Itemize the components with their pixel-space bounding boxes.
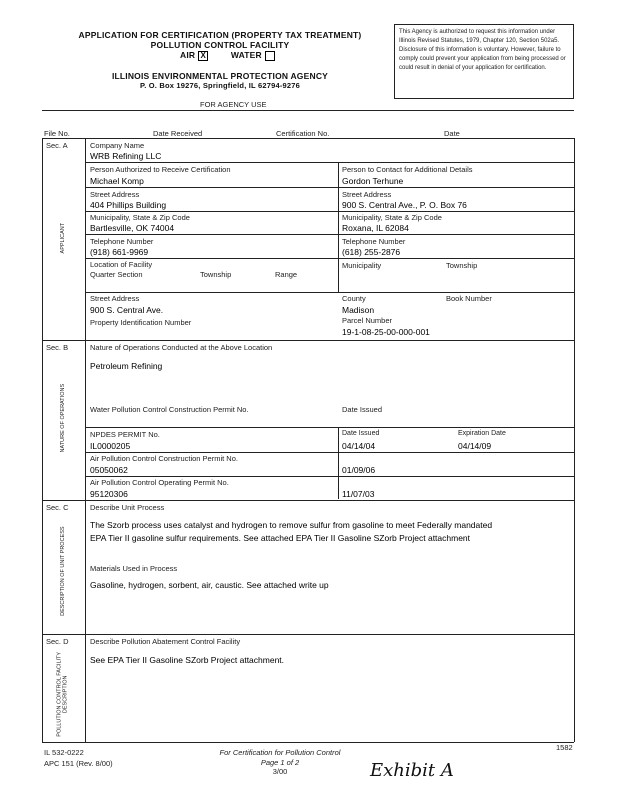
nature[interactable]: Petroleum Refining: [90, 361, 163, 371]
air-construction[interactable]: 05050062: [90, 465, 128, 475]
materials-label: Materials Used in Process: [90, 564, 178, 573]
person-cert-label: Person Authorized to Receive Certification: [90, 165, 231, 174]
air-operating-label: Air Pollution Control Operating Permit No.: [90, 478, 229, 487]
unit-process-side-label: DESCRIPTION OF UNIT PROCESS: [59, 526, 66, 616]
applicant-side-label: APPLICANT: [59, 222, 66, 254]
fac-street-label: Street Address: [90, 294, 140, 303]
water-permit-label: Water Pollution Control Construction Permit No.: [90, 405, 249, 414]
air-water-row: [180, 50, 300, 61]
exhibit-signature: Exhibit A: [370, 760, 454, 781]
air-construction-date[interactable]: 01/09/06: [342, 465, 376, 475]
municipality-label: Municipality: [342, 261, 382, 270]
quarter-section-label: Quarter Section: [90, 270, 143, 279]
township-label: Township: [200, 270, 232, 279]
phone-label-1: Telephone Number: [90, 237, 154, 246]
company-name[interactable]: WRB Refining LLC: [90, 151, 162, 161]
air-operating[interactable]: 95120306: [90, 489, 128, 499]
describe-facility[interactable]: See EPA Tier II Gasoline SZorb Project attachment.: [90, 655, 285, 665]
city-2[interactable]: Roxana, IL 62084: [342, 223, 409, 233]
phone-1[interactable]: (918) 661-9969: [90, 247, 149, 257]
privacy-notice: This Agency is authorized to request this information under Illinois Revised Statutes, 1979, Chapter 120, Section 502a5. Disclosure of this information is voluntary. However, failure to comply could prevent your application from being processed or could result in denial of your application for certification.: [399, 29, 566, 71]
phone-2[interactable]: (618) 255-2876: [342, 247, 401, 257]
section-a-label: Sec. A: [46, 141, 68, 150]
describe-facility-label: Describe Pollution Abatement Control Facility: [90, 637, 241, 646]
company-name-label: Company Name: [90, 141, 145, 150]
apc-number: APC 151 (Rev. 8/00): [44, 759, 113, 768]
township-label-2: Township: [446, 261, 478, 270]
phone-label-2: Telephone Number: [342, 237, 406, 246]
form-title: APPLICATION FOR CERTIFICATION (PROPERTY TAX TREATMENT): [78, 30, 362, 40]
agency-use-label: FOR AGENCY USE: [200, 100, 267, 109]
person-contact-label: Person to Contact for Additional Details: [342, 165, 473, 174]
section-c-label: Sec. C: [46, 503, 69, 512]
describe-process-line-2[interactable]: EPA Tier II gasoline sulfur requirements. See attached EPA Tier II Gasoline SZorb Project attachment: [90, 533, 471, 543]
form-subtitle: POLLUTION CONTROL FACILITY: [150, 40, 290, 50]
describe-process-line-1[interactable]: The Szorb process uses catalyst and hydrogen to remove sulfur from gasoline to meet Federally mandated: [90, 520, 493, 530]
npdes-label: NPDES PERMIT No.: [90, 430, 160, 439]
city-label-1: Municipality, State & Zip Code: [90, 213, 190, 222]
air-label: AIR: [180, 50, 196, 60]
page-id: 1582: [556, 743, 573, 752]
section-b-label: Sec. B: [46, 343, 69, 352]
date-label: Date: [444, 129, 460, 138]
describe-process-label: Describe Unit Process: [90, 503, 165, 512]
street-label-1: Street Address: [90, 190, 140, 199]
book-number-label: Book Number: [446, 294, 492, 303]
expiration-label: Expiration Date: [458, 430, 506, 437]
water-label: WATER: [230, 50, 262, 60]
location-label: Location of Facility: [90, 260, 153, 269]
county[interactable]: Madison: [342, 305, 375, 315]
expiration[interactable]: 04/14/09: [458, 441, 492, 451]
city-1[interactable]: Bartlesville, OK 74004: [90, 223, 175, 233]
street-1[interactable]: 404 Phillips Building: [90, 200, 167, 210]
file-no-label: File No.: [44, 129, 70, 138]
air-construction-label: Air Pollution Control Construction Permit No.: [90, 454, 238, 463]
npdes-date-label: Date Issued: [342, 430, 380, 437]
air-operating-date[interactable]: 11/07/03: [342, 489, 375, 499]
water-date-label: Date Issued: [342, 405, 383, 414]
npdes-date[interactable]: 04/14/04: [342, 441, 376, 451]
agency-address: P. O. Box 19276, Springfield, IL 62794-9276: [139, 81, 301, 90]
fac-street[interactable]: 900 S. Central Ave.: [90, 305, 164, 315]
materials[interactable]: Gasoline, hydrogen, sorbent, air, caustic. See attached write up: [90, 580, 329, 590]
nature-side-label: NATURE OF OPERATIONS: [59, 383, 66, 453]
street-2[interactable]: 900 S. Central Ave., P. O. Box 76: [342, 200, 467, 210]
control-facility-side-label: POLLUTION CONTROL FACILITY DESCRIPTION: [56, 651, 69, 737]
air-checkbox[interactable]: X: [198, 51, 208, 61]
npdes[interactable]: IL0000205: [90, 441, 131, 451]
page-number: Page 1 of 2: [260, 758, 300, 767]
street-label-2: Street Address: [342, 190, 392, 199]
footer-title: For Certification for Pollution Control: [219, 748, 341, 757]
nature-label: Nature of Operations Conducted at the Above Location: [90, 343, 273, 352]
parcel-label: Parcel Number: [342, 316, 393, 325]
footer-date: 3/00: [272, 767, 288, 776]
range-label: Range: [275, 270, 298, 279]
parcel[interactable]: 19-1-08-25-00-000-001: [342, 327, 430, 337]
person-cert[interactable]: Michael Komp: [90, 176, 144, 186]
county-label: County: [342, 294, 366, 303]
person-contact[interactable]: Gordon Terhune: [342, 176, 404, 186]
certification-no-label: Certification No.: [276, 129, 330, 138]
water-checkbox[interactable]: [265, 51, 275, 61]
pin-label: Property Identification Number: [90, 318, 192, 327]
city-label-2: Municipality, State & Zip Code: [342, 213, 442, 222]
form-number: IL 532-0222: [44, 748, 84, 757]
agency-name: ILLINOIS ENVIRONMENTAL PROTECTION AGENCY: [111, 71, 329, 81]
section-d-label: Sec. D: [46, 637, 69, 646]
date-received-label: Date Received: [153, 129, 203, 138]
